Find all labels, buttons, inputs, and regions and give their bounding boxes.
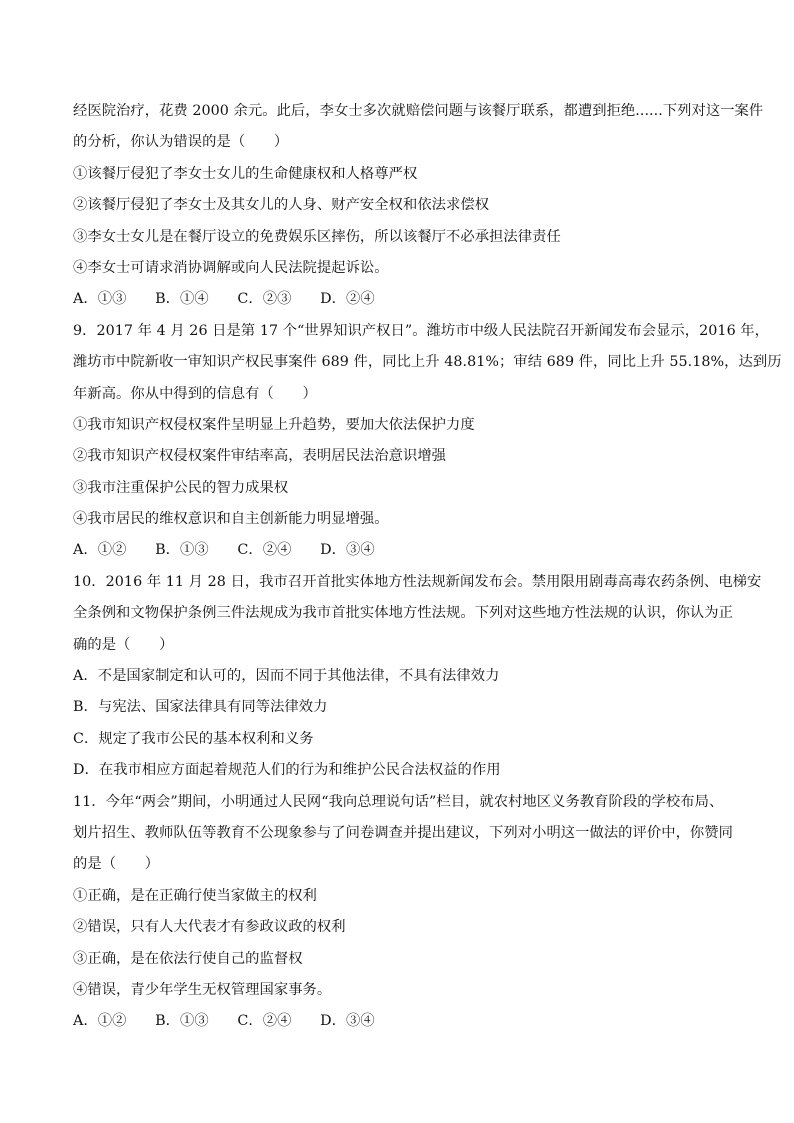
q11-stem-line-1: 11．今年“两会”期间，小明通过人民网“我向总理说句话”栏目，就农村地区义务教育阶段的学校布局、 <box>73 793 724 810</box>
q10-choice-c: C．规定了我市公民的基本权利和义务 <box>73 730 314 747</box>
q8-answer-options: A．①③ B．①④ C．②③ D．②④ <box>73 291 375 308</box>
q9-item-4: ④我市居民的维权意识和自主创新能力明显增强。 <box>73 511 389 528</box>
q9-item-2: ②我市知识产权侵权案件审结率高，表明居民法治意识增强 <box>73 448 447 465</box>
q11-answer-options: A．①② B．①③ C．②④ D．③④ <box>73 1013 375 1030</box>
q11-stem-line-3: 的是（ ） <box>73 856 160 873</box>
q9-answer-options: A．①② B．①③ C．②④ D．③④ <box>73 542 375 559</box>
q8-item-1: ①该餐厅侵犯了李女士女儿的生命健康权和人格尊严权 <box>73 165 418 182</box>
q11-item-1: ①正确，是在正确行使当家做主的权利 <box>73 887 317 904</box>
q11-item-3: ③正确，是在依法行使自己的监督权 <box>73 950 303 967</box>
q9-stem-line-1: 9．2017 年 4 月 26 日是第 17 个“世界知识产权日”。潍坊市中级人民法院召开新闻发布会显示，2016 年， <box>73 322 770 339</box>
q8-item-3: ③李女士女儿是在餐厅设立的免费娱乐区摔伤，所以该餐厅不必承担法律责任 <box>73 228 561 245</box>
q11-item-2: ②错误，只有人大代表才有参政议政的权利 <box>73 919 346 936</box>
q11-stem-line-2: 划片招生、教师队伍等教育不公现象参与了问卷调查并提出建议，下列对小明这一做法的评价中，你赞同 <box>73 824 733 841</box>
q8-stem-line-1: 经医院治疗，花费 2000 余元。此后，李女士多次就赔偿问题与该餐厅联系，都遭到拒绝......下列对这一案件 <box>73 103 764 119</box>
q10-stem-line-3: 确的是（ ） <box>73 636 174 653</box>
q9-stem-line-2: 潍坊市中院新收一审知识产权民事案件 689 件，同比上升 48.81%；审结 689 件，同比上升 55.18%，达到历 <box>73 354 782 371</box>
q8-stem-line-2: 的分析，你认为错误的是（ ） <box>73 134 289 151</box>
q9-item-1: ①我市知识产权侵权案件呈明显上升趋势，要加大依法保护力度 <box>73 416 475 433</box>
q10-choice-a: A．不是国家制定和认可的，因而不同于其他法律，不具有法律效力 <box>73 668 500 685</box>
q8-item-4: ④李女士可请求消协调解或向人民法院提起诉讼。 <box>73 259 389 276</box>
q10-choice-d: D．在我市相应方面起着规范人们的行为和维护公民合法权益的作用 <box>73 762 501 779</box>
q11-item-4: ④错误，青少年学生无权管理国家事务。 <box>73 981 332 998</box>
page-content <box>73 96 782 1038</box>
q10-choice-b: B．与宪法、国家法律具有同等法律效力 <box>73 699 328 716</box>
q9-stem-line-3: 年新高。你从中得到的信息有（ ） <box>73 385 317 402</box>
q10-stem-line-1: 10．2016 年 11 月 28 日，我市召开首批实体地方性法规新闻发布会。禁用限用剧毒高毒农药条例、电梯安 <box>73 573 762 590</box>
q8-item-2: ②该餐厅侵犯了李女士及其女儿的人身、财产安全权和依法求偿权 <box>73 197 490 214</box>
q10-stem-line-2: 全条例和文物保护条例三件法规成为我市首批实体地方性法规。下列对这些地方性法规的认识，你认为正 <box>73 605 733 622</box>
q9-item-3: ③我市注重保护公民的智力成果权 <box>73 479 289 496</box>
